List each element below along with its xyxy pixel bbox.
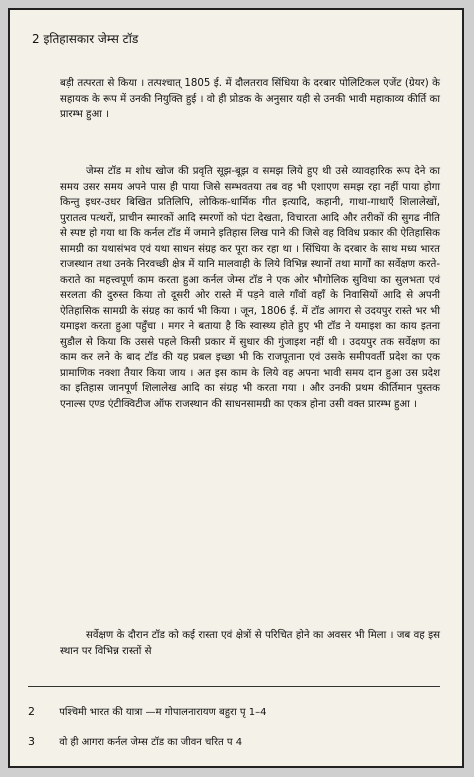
footnote-text: वो ही आगरा कर्नल जेम्स टॉड का जीवन चरित प 4 bbox=[59, 737, 243, 748]
footnote-2 bbox=[28, 705, 440, 720]
paragraph-1: बड़ी तत्परता से किया । तत्पश्चात् 1805 ई. में दौलतराव सिंधिया के दरबार पोलिटिकल एजेंट (ग्रेयर) के सहायक के रूप में उनकी नियुक्ति हुई । वो ही प्रोडक के अनुसार यही से उनकी भावी महाकाव्य कीर्ति का प्रारम्भ हुआ । bbox=[60, 78, 440, 120]
footnote-text: पश्चिमी भारत की यात्रा —म गोपालनारायण बहुरा पृ 1–4 bbox=[59, 707, 267, 718]
paragraph-3: सर्वेक्षण के दौरान टॉड को कई रास्ता एवं क्षेत्रों से परिचित होने का अवसर भी मिला । जब वह इस स्थान पर विभिन्न रास्तों से bbox=[60, 630, 440, 657]
document-page bbox=[8, 8, 464, 768]
paragraph-2: जेम्स टॉड म शोध खोज की प्रवृति सूझ-बूझ व समझ लिये हुए थी उसे व्यावहारिक रूप देने का समय उसर समय अपने पास ही पाया जिसे सम्भवतया तब वह भी एशाएण समझ रहा नहीं पाया होगा किन्तु इधर-उधर बिखित प्रतिलिपि, लोकिक-धार्मिक गीत इत्यादि, कहानी, गाथा-गाथाएँ शिलालेखों, पुरातत्व पत्थरों, प्राचीन स्मारकों आदि स्मरणों को पंटा देखता, विचारता आदि और तरीकों की सुगढ नीति से स्पष्ट हो गया था कि कर्नल टॉड में जमाने इतिहास लिख पाने की जिसे वह विविध प्रकार की ऐतिहासिक सामग्री का यथासंभव एवं यथा साधन संग्रह कर पूरा कर रहा था । सिंधिया के दरबार के साथ मध्य भारत राजस्थान तथा उनके निरवच्छी क्षेत्र में यानि मालवाही के लिये विभिन्न स्थानों तथा मार्गों का सर्वेक्षण करते-कराते का महत्त्वपूर्ण काम करता हुआ कर्नल जेम्स टॉड ने एक ओर भौगोलिक सुविधा का सुलभता एवं सरलता की दुरुस्त किया तो दूसरी ओर रास्ते में पड़ने वाले गाँवों वहाँ के निवासियों आदि से अपनी ऐतिहासिक सामग्री के संग्रह का कार्य भी किया । जून, 1806 ई. में टॉड आगरा से उदयपुर रास्ते भर भी यमाइश करता हुआ पहुँचा । मगर ने बताया है कि स्वास्थ्य होते हुए भी टॉड ने यमाइश का काय इतना सुडौल से किया कि उससे पहले किसी प्रकार में सुधार की गुंजाइश नहीं थी । उदयपुर तक सर्वेक्षण का काम कर लने के बाद टॉड की यह प्रबल इच्छा भी कि राजपूताना एवं उसके समीपवर्ती प्रदेश का एक प्रामाणिक नक्शा तैयार किया जाय । अत इस काम के लिये वह अपना भावी समय दान हुआ उस प्रदेश का इतिहास जानपूर्ण शिलालेख आदि का संग्रह भी करता गया । और उनकी प्रथम कीर्तिमान पुस्तक एनाल्स एण्ड एंटीक्विटीज ऑफ राजस्थान की साधनसामग्री का एकत्र होना उसी वक्त प्रारम्भ हुआ । bbox=[60, 166, 440, 410]
footnote-separator bbox=[28, 686, 440, 687]
footnote-number: 3 bbox=[28, 735, 35, 748]
footnote-number: 2 bbox=[28, 705, 35, 718]
running-head: 2 इतिहासकार जेम्स टॉड bbox=[32, 32, 139, 46]
footnote-3 bbox=[28, 735, 440, 750]
